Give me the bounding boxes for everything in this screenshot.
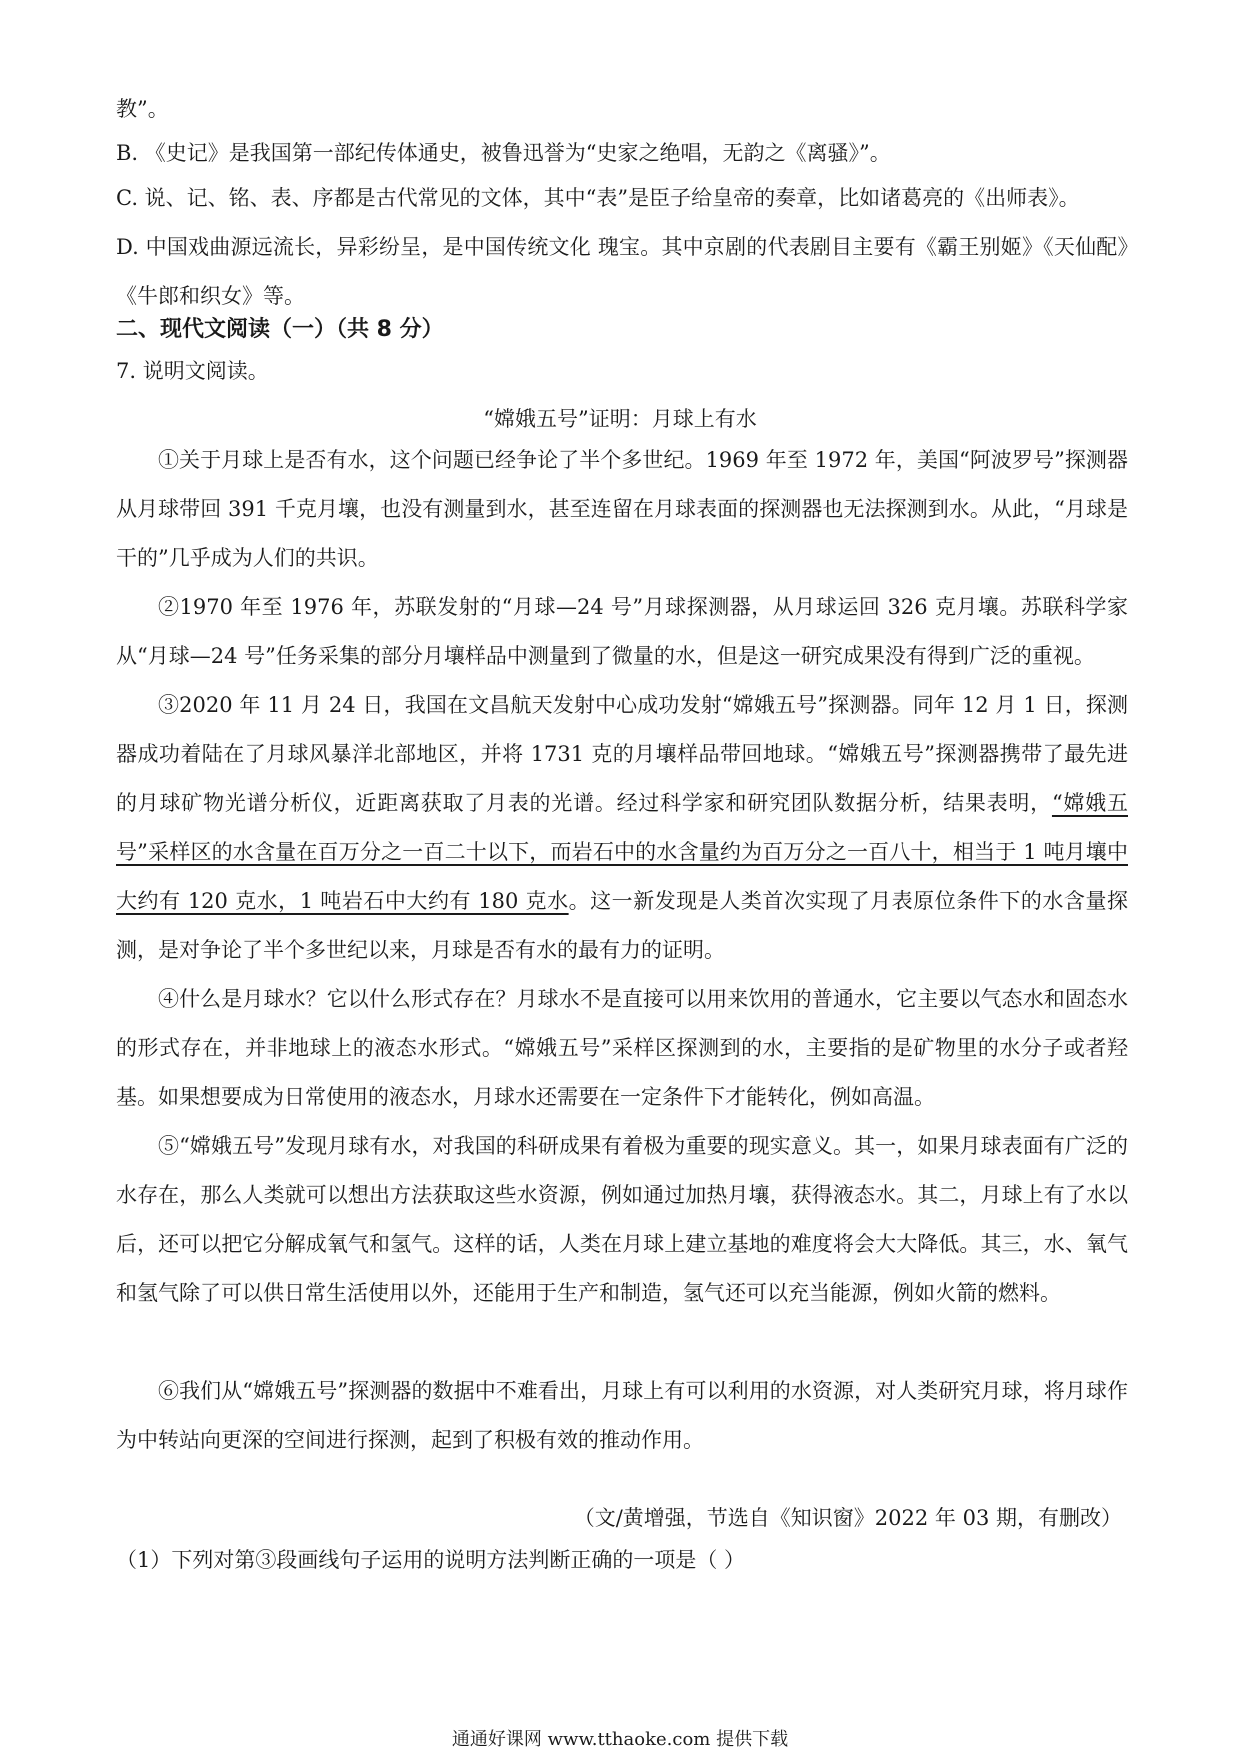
article-source: （文/黄增强，节选自《知识窗》2022 年 03 期，有删改）: [573, 1506, 1122, 1530]
question-7: 7. 说明文阅读。: [116, 359, 269, 383]
article-title: “嫦娥五号”证明：月球上有水: [483, 407, 757, 431]
article-paragraph-1: ①关于月球上是否有水，这个问题已经争论了半个多世纪。1969 年至 1972 年，美国“阿波罗号”探测器从月球带回 391 千克月壤，也没有测量到水，甚至连留在月球表面的探测器也无法探测到水。从此，“月球是干的”几乎成为人们的共识。: [116, 448, 1128, 570]
sub-question-1: （1）下列对第③段画线句子运用的说明方法判断正确的一项是（ ）: [116, 1548, 746, 1572]
article-paragraph-3: [116, 681, 1128, 975]
paragraph-3-underlined-sentence: “嫦娥五号”采样区的水含量在百万分之一百二十以下，而岩石中的水含量约为百万分之一百八十，相当于 1 吨月壤中大约有 120 克水，1 吨岩石中大约有 180 克水: [116, 791, 1128, 913]
article-paragraph-2: ②1970 年至 1976 年，苏联发射的“月球—24 号”月球探测器，从月球运回 326 克月壤。苏联科学家从“月球—24 号”任务采集的部分月壤样品中测量到了微量的水，但是这一研究成果没有得到广泛的重视。: [116, 595, 1128, 668]
option-b: B. 《史记》是我国第一部纪传体通史，被鲁迅誉为“史家之绝唱，无韵之《离骚》”。: [116, 141, 891, 165]
article-paragraph-4: ④什么是月球水？它以什么形式存在？月球水不是直接可以用来饮用的普通水，它主要以气态水和固态水的形式存在，并非地球上的液态水形式。“嫦娥五号”采样区探测到的水，主要指的是矿物里的水分子或者羟基。如果想要成为日常使用的液态水，月球水还需要在一定条件下才能转化，例如高温。: [116, 987, 1128, 1109]
paragraph-3-text-before: ③2020 年 11 月 24 日，我国在文昌航天发射中心成功发射“嫦娥五号”探测器。同年 12 月 1 日，探测器成功着陆在了月球风暴洋北部地区，并将 1731 克的月壤样品带回地球。“嫦娥五号”探测器携带了最先进的月球矿物光谱分析仪，近距离获取了月表的光谱。经过科学家和研究团队数据分析，结果表明，: [116, 693, 1128, 815]
option-c: C. 说、记、铭、表、序都是古代常见的文体，其中“表”是臣子给皇帝的奏章，比如诸葛亮的《出师表》。: [116, 186, 1080, 210]
option-d: D. 中国戏曲源远流长，异彩纷呈，是中国传统文化 瑰宝。其中京剧的代表剧目主要有《霸王别姬》《天仙配》《牛郎和织女》等。: [116, 235, 1128, 308]
page-footer: 通通好课网 www.tthaoke.com 提供下载: [451, 1729, 789, 1750]
previous-option-fragment: 教”。: [116, 97, 169, 121]
section-heading: 二、现代文阅读（一）（共 8 分）: [116, 317, 444, 342]
paragraph-3-text-after: 。这一新发现是人类首次实现了月表原位条件下的水含量探测，是对争论了半个多世纪以来，月球是否有水的最有力的证明。: [116, 889, 1128, 962]
article-paragraph-5: ⑤“嫦娥五号”发现月球有水，对我国的科研成果有着极为重要的现实意义。其一，如果月球表面有广泛的水存在，那么人类就可以想出方法获取这些水资源，例如通过加热月壤，获得液态水。其二，月球上有了水以后，还可以把它分解成氧气和氢气。这样的话，人类在月球上建立基地的难度将会大大降低。其三，水、氧气和氢气除了可以供日常生活使用以外，还能用于生产和制造，氢气还可以充当能源，例如火箭的燃料。: [116, 1134, 1128, 1305]
article-paragraph-6: ⑥我们从“嫦娥五号”探测器的数据中不难看出，月球上有可以利用的水资源，对人类研究月球，将月球作为中转站向更深的空间进行探测，起到了积极有效的推动作用。: [116, 1379, 1128, 1452]
